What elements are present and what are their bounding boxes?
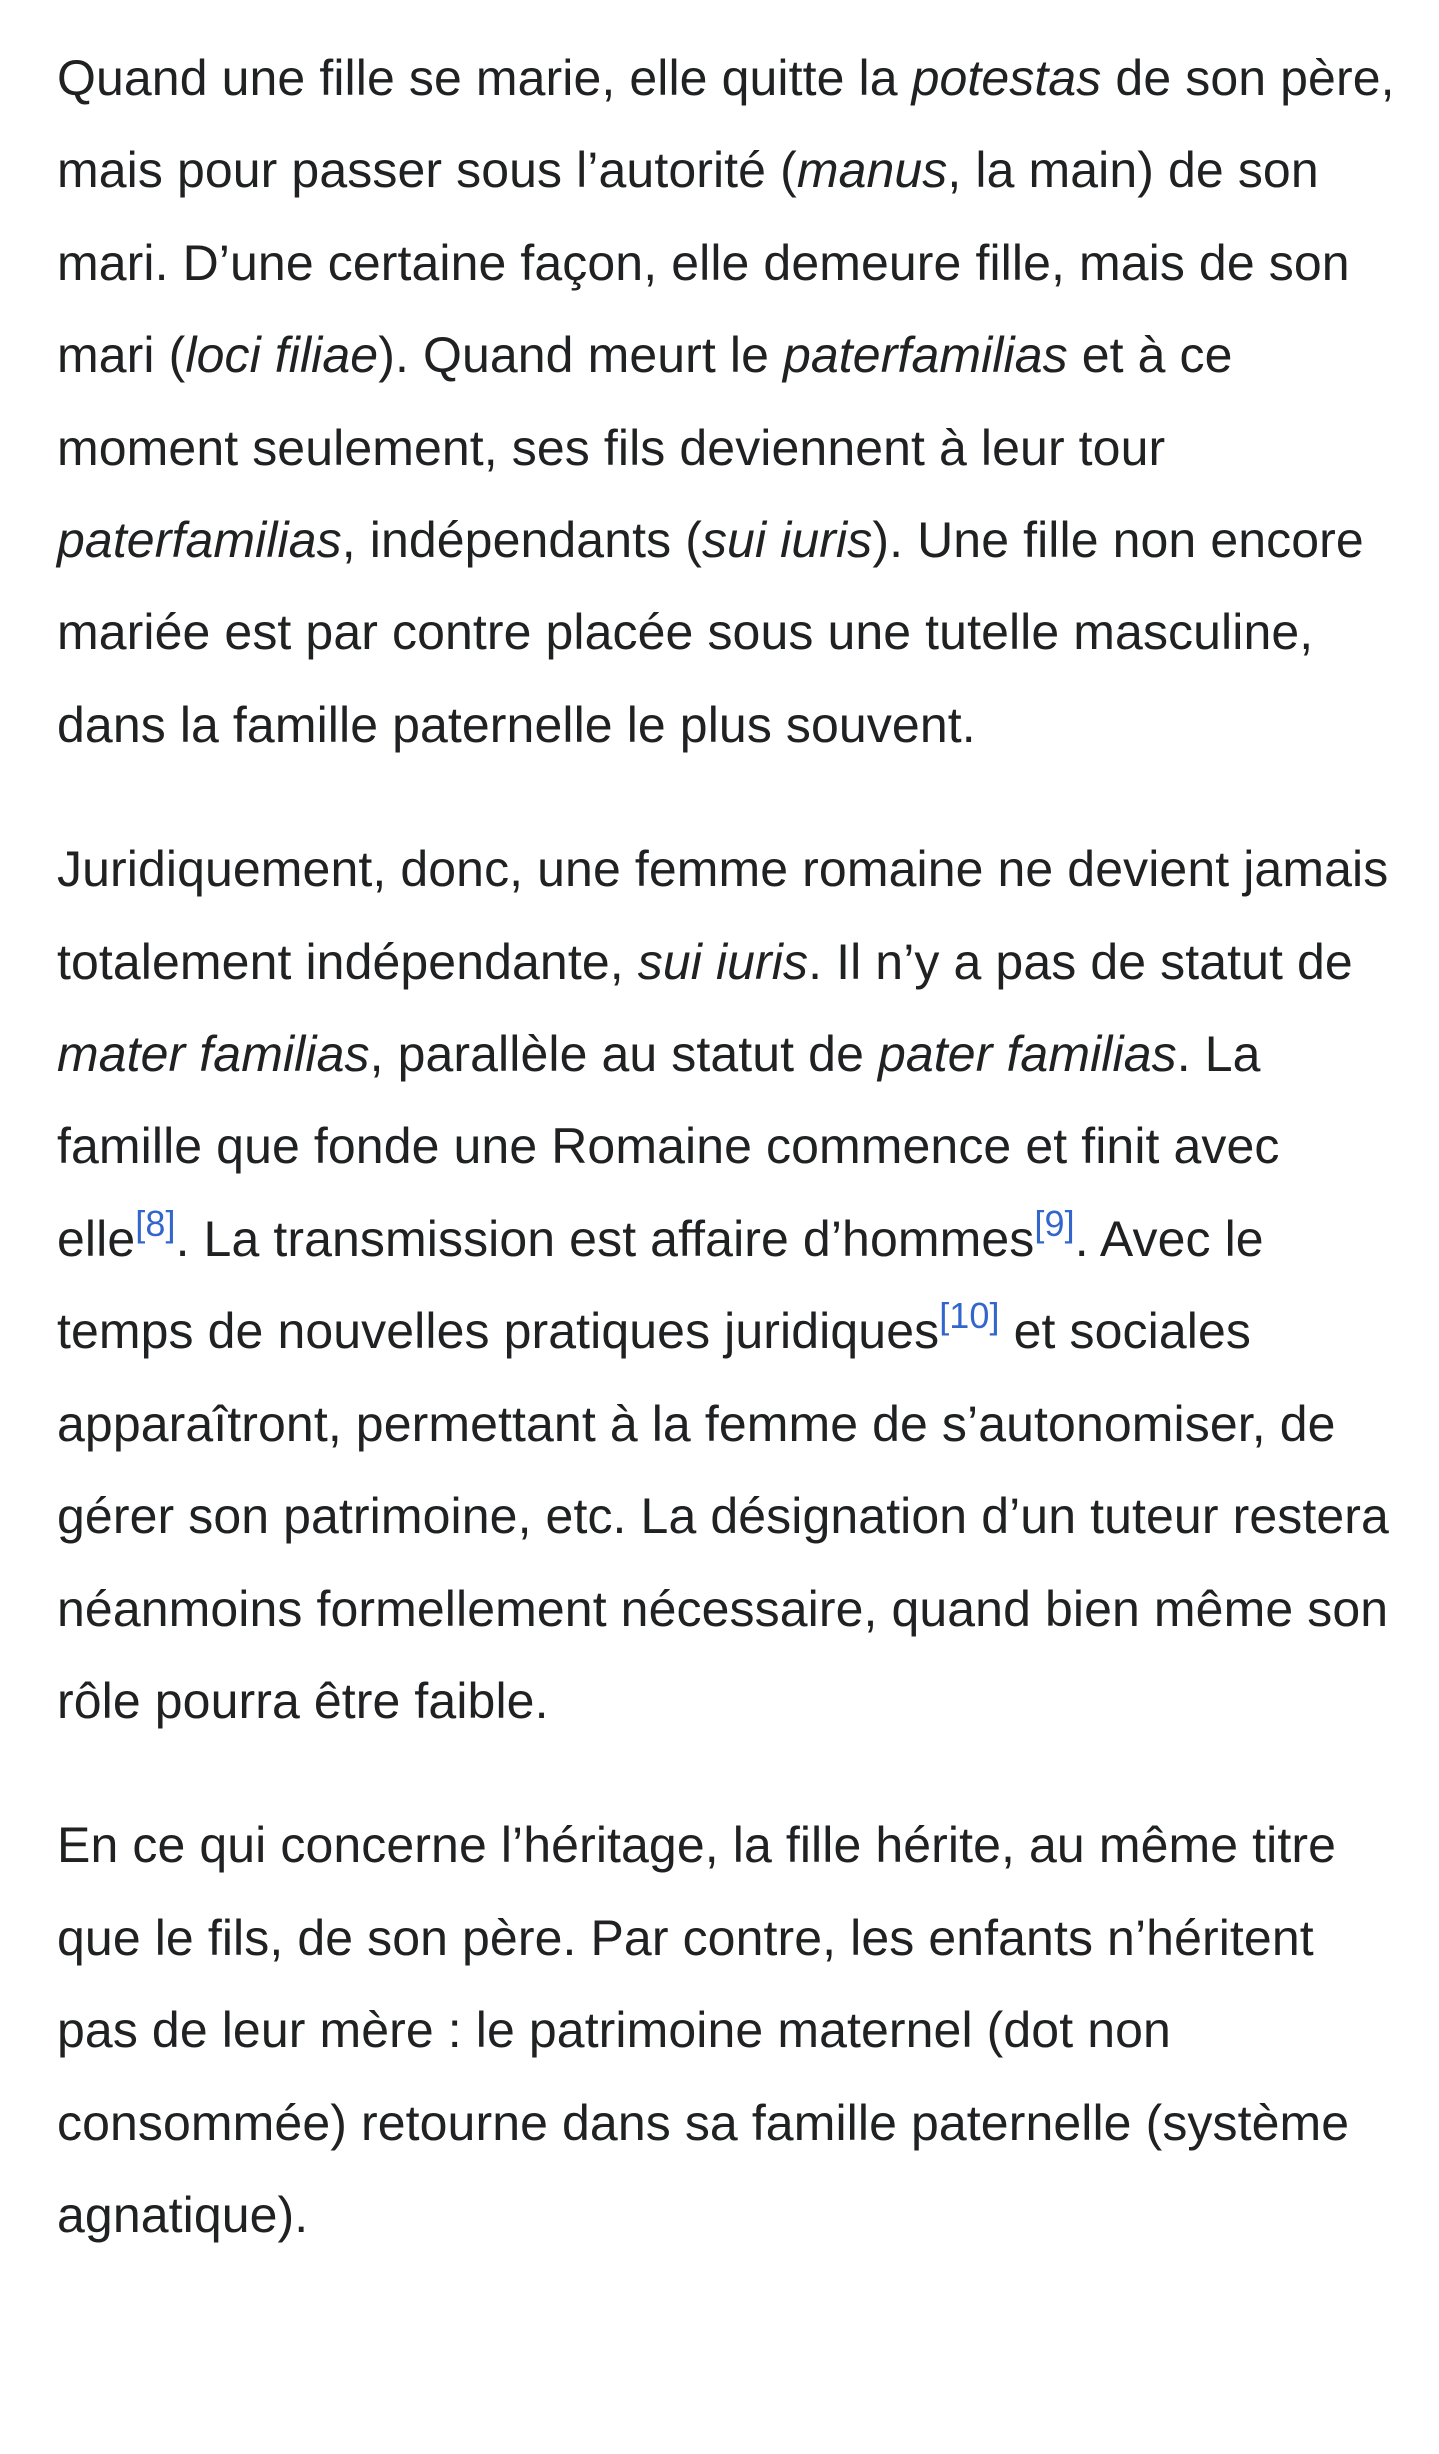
text-segment: Quand une fille se marie, elle quitte la (57, 50, 912, 106)
reference-link-9[interactable]: [9] (1034, 1203, 1075, 1245)
text-segment: ). Une fille non encore mariée est par contre placée sous une tutelle masculine, dans la famille paternelle le plus souvent. (57, 512, 1364, 753)
text-segment: et à ce moment seulement, ses fils deviennent à leur tour (57, 327, 1233, 476)
italic-term: paterfamilias (57, 512, 342, 569)
text-segment: . La famille que fonde une Romaine commence et finit avec elle (57, 1026, 1280, 1267)
reference-link-10[interactable]: [10] (939, 1295, 1000, 1337)
text-segment: et sociales apparaîtront, permettant à la femme de s’autonomiser, de gérer son patrimoine, etc. La désignation d’un tuteur restera néanmoins formellement nécessaire, quand bien même son rôle pourra être faible. (57, 1303, 1389, 1729)
text-segment: , indépendants ( (341, 512, 702, 569)
text-segment: . La transmission est affaire d’hommes (175, 1210, 1035, 1267)
text-segment: Juridiquement, donc, une femme romaine ne devient jamais totalement indépendante, (57, 841, 1389, 990)
text-segment: , la main) de son mari. D’une certaine façon, elle demeure fille, mais de son mari ( (57, 142, 1350, 384)
italic-term: sui iuris (701, 512, 873, 569)
italic-term: mater familias (57, 1026, 370, 1083)
text-segment: , parallèle au statut de (369, 1026, 878, 1083)
text-segment: de son père, mais pour passer sous l’autorité ( (57, 50, 1395, 199)
italic-term: loci filiae (185, 327, 379, 384)
text-segment: . Avec le temps de nouvelles pratiques juridiques (57, 1210, 1264, 1360)
reference-link-8[interactable]: [8] (135, 1203, 176, 1245)
italic-term: pater familias (877, 1026, 1177, 1083)
paragraph (57, 1799, 1397, 2261)
italic-term: potestas (911, 50, 1102, 106)
text-segment: . Il n’y a pas de statut de (808, 933, 1353, 990)
text-segment: ). Quand meurt le (378, 327, 783, 384)
article-body (57, 32, 1397, 2313)
italic-term: paterfamilias (782, 327, 1068, 384)
paragraph (57, 823, 1397, 1747)
text-segment: En ce qui concerne l’héritage, la fille hérite, au même titre que le fils, de son père. Par contre, les enfants n’héritent pas de leur mère : le patrimoine maternel (dot non consommée) retourne dans sa famille paternelle (système agnatique). (57, 1817, 1350, 2243)
italic-term: manus (796, 142, 948, 199)
italic-term: sui iuris (637, 933, 809, 990)
paragraph (57, 32, 1397, 771)
